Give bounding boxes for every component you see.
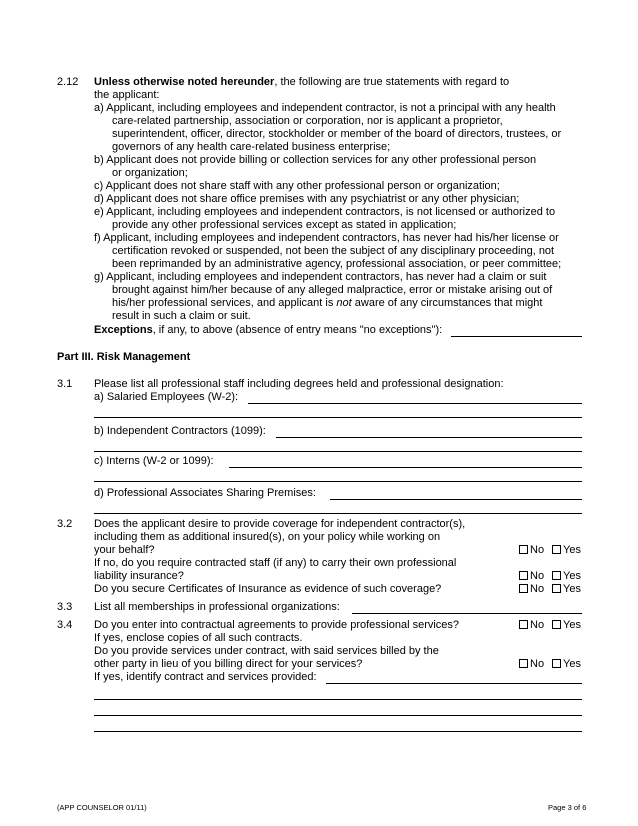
coverage-yes-checkbox[interactable] (552, 545, 561, 554)
section-number: 2.12 (57, 76, 79, 88)
staff-intro: Please list all professional staff including degrees held and professional designation: (94, 378, 504, 390)
associates-field-2[interactable] (94, 513, 582, 514)
item-c-line-1: c) Applicant does not share staff with any other professional person or organization; (94, 180, 500, 192)
yes-label: Yes (563, 658, 581, 670)
coverage-question-line-1: Does the applicant desire to provide coverage for independent contractor(s), (94, 518, 466, 530)
independent-contractors-label: b) Independent Contractors (1099): (94, 425, 266, 437)
identify-contract-field[interactable] (326, 683, 582, 684)
lead-bold: Unless otherwise noted hereunder (94, 76, 275, 88)
require-insurance-no-checkbox[interactable] (519, 571, 528, 580)
no-label: No (530, 619, 545, 631)
no-label: No (530, 583, 545, 595)
section-number: 3.2 (57, 518, 73, 530)
no-label: No (530, 544, 545, 556)
interns-label: c) Interns (W-2 or 1099): (94, 455, 214, 467)
section-number: 3.1 (57, 378, 73, 390)
statement-lead-2: the applicant: (94, 89, 160, 101)
item-a-line-3: superintendent, officer, director, stockholder or member of the board of directors, trustees, or (112, 128, 562, 140)
item-b-line-2: or organization; (112, 167, 188, 179)
billing-question-line-2: other party in lieu of you billing direct for your services? (94, 658, 363, 670)
part-title: Part III. Risk Management (57, 351, 191, 363)
salaried-employees-field[interactable] (248, 403, 582, 404)
exceptions-label (94, 324, 442, 337)
item-e-line-2: provide any other professional services except as stated in application; (112, 219, 457, 231)
billing-no-checkbox[interactable] (519, 659, 528, 668)
require-insurance-line-1: If no, do you require contracted staff (if any) to carry their own professional (94, 557, 457, 569)
exceptions-bold: Exceptions (94, 324, 153, 336)
item-f-line-3: been reprimanded by an administrative agency, professional association, or peer committee; (112, 258, 562, 270)
item-g-line-1: g) Applicant, including employees and independent contractors, has never had a claim or suit (94, 271, 547, 283)
section-number: 3.4 (57, 619, 73, 631)
item-a-line-2: care-related partnership, association or corporation, nor is applicant a proprietor, (112, 115, 503, 127)
item-e-line-1: e) Applicant, including employees and independent contractors, is not licensed or authorized to (94, 206, 556, 218)
associates-field[interactable] (330, 499, 582, 500)
form-code: (APP COUNSELOR 01/11) (57, 803, 147, 812)
no-label: No (530, 658, 545, 670)
independent-contractors-field[interactable] (276, 437, 582, 438)
item-a-line-4: governors of any health care-related business enterprise; (112, 141, 391, 153)
coverage-no-checkbox[interactable] (519, 545, 528, 554)
g3-start: his/her professional services, and applicant is (112, 297, 337, 309)
memberships-label: List all memberships in professional organizations: (94, 601, 340, 613)
exceptions-field[interactable] (451, 336, 582, 337)
g3-end: aware of any circumstances that might (351, 297, 543, 309)
enclose-contracts-note: If yes, enclose copies of all such contracts. (94, 632, 303, 644)
identify-contract-field-4[interactable] (94, 731, 582, 732)
require-insurance-yes-checkbox[interactable] (552, 571, 561, 580)
identify-contract-field-3[interactable] (94, 715, 582, 716)
yes-label: Yes (563, 583, 581, 595)
item-f-line-1: f) Applicant, including employees and independent contractors, has never had his/her license or (94, 232, 559, 244)
item-g-line-3 (112, 297, 542, 310)
yes-label: Yes (563, 570, 581, 582)
lead-rest: , the following are true statements with regard to (274, 76, 510, 88)
certificates-question: Do you secure Certificates of Insurance as evidence of such coverage? (94, 583, 442, 595)
exceptions-rest: , if any, to above (absence of entry means "no exceptions"): (152, 324, 443, 336)
identify-contract-field-2[interactable] (94, 699, 582, 700)
contracts-no-checkbox[interactable] (519, 620, 528, 629)
coverage-question-line-2: including them as additional insured(s), on your policy while working on (94, 531, 441, 543)
item-g-line-2: brought against him/her because of any alleged malpractice, error or mistake arising out of (112, 284, 553, 296)
billing-question-line-1: Do you provide services under contract, with said services billed by the (94, 645, 439, 657)
contracts-question: Do you enter into contractual agreements to provide professional services? (94, 619, 460, 631)
item-d-line-1: d) Applicant does not share office premises with any psychiatrist or any other physician; (94, 193, 520, 205)
require-insurance-line-2: liability insurance? (94, 570, 184, 582)
item-b-line-1: b) Applicant does not provide billing or collection services for any other professional person (94, 154, 537, 166)
salaried-employees-field-2[interactable] (94, 417, 582, 418)
certificates-no-checkbox[interactable] (519, 584, 528, 593)
interns-field[interactable] (229, 467, 582, 468)
interns-field-2[interactable] (94, 481, 582, 482)
salaried-employees-label: a) Salaried Employees (W-2): (94, 391, 239, 403)
memberships-field[interactable] (352, 613, 582, 614)
section-number: 3.3 (57, 601, 73, 613)
coverage-question-line-3: your behalf? (94, 544, 155, 556)
billing-yes-checkbox[interactable] (552, 659, 561, 668)
contracts-yes-checkbox[interactable] (552, 620, 561, 629)
yes-label: Yes (563, 544, 581, 556)
certificates-yes-checkbox[interactable] (552, 584, 561, 593)
item-f-line-2: certification revoked or suspended, not been the subject of any disciplinary proceeding, not (112, 245, 555, 257)
yes-label: Yes (563, 619, 581, 631)
item-a-line-1: a) Applicant, including employees and independent contractor, is not a principal with any health (94, 102, 556, 114)
g3-not: not (336, 297, 352, 309)
associates-label: d) Professional Associates Sharing Premises: (94, 487, 316, 499)
no-label: No (530, 570, 545, 582)
item-g-line-4: result in such a claim or suit. (112, 310, 251, 322)
independent-contractors-field-2[interactable] (94, 451, 582, 452)
identify-contract-label: If yes, identify contract and services provided: (94, 671, 317, 683)
page-number: Page 3 of 6 (548, 803, 587, 812)
statement-lead (94, 76, 509, 89)
